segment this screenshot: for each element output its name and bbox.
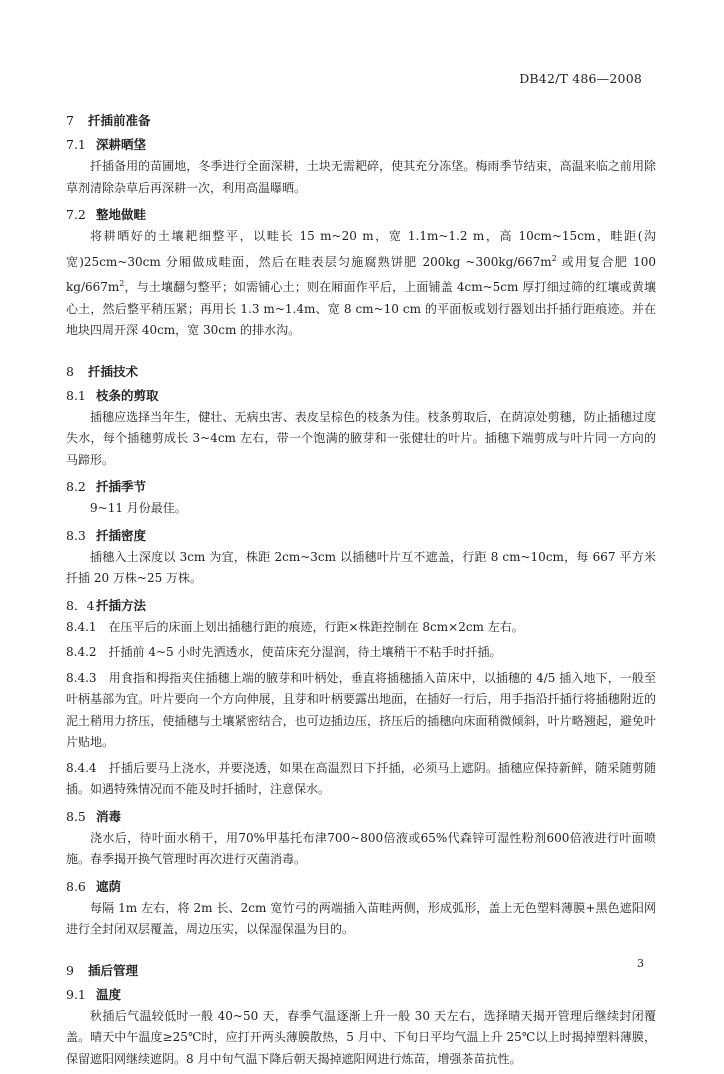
page-number: 3 <box>637 957 644 970</box>
section-number: 8 <box>66 363 74 379</box>
section-8-5-text: 浇水后，待叶面水稍干，用70%甲基托布津700~800倍液或65%代森锌可湿性粉剂600倍液进行叶面喷施。春季揭开换气管理时再次进行灭菌消毒。 <box>66 830 656 866</box>
subsection-number: 8.6 <box>66 878 86 894</box>
subsection-title: 枝条的剪取 <box>96 387 159 403</box>
subsection-number: 8.3 <box>66 527 86 543</box>
section-9-heading <box>66 961 656 979</box>
subsection-title: 扦插方法 <box>96 597 147 613</box>
standard-code-header: DB42/T 486—2008 <box>519 71 642 86</box>
subsection-title: 消毒 <box>96 808 122 824</box>
section-8-6-text: 每隔 1m 左右，将 2m 长、2cm 宽竹弓的两端插入苗畦两侧，形成弧形，盖上无色塑料薄膜+黑色遮阳网进行全封闭双层覆盖，周边压实，以保湿保温为目的。 <box>66 900 656 936</box>
item-8-4-1: 8.4.1 在压平后的床面上划出插穗行距的痕迹，行距×株距控制在 8cm×2cm 左右。 <box>66 619 524 634</box>
section-8-1-text: 插穗应选择当年生，健壮、无病虫害、表皮呈棕色的枝条为佳。枝条剪取后，在荫凉处剪穗，防止插穗过度失水，每个插穗剪成长 3~4cm 左右，带一个饱满的腋芽和一张健壮的叶片。插穗下端剪成与叶片同一方向的马蹄形。 <box>66 409 656 467</box>
superscript: 2 <box>551 253 557 263</box>
section-8-5-heading <box>66 807 656 825</box>
section-8-1-heading <box>66 386 656 404</box>
item-8-4-2: 8.4.2 扦插前 4~5 小时先洒透水，使苗床充分湿润，待土壤稍干不粘手时扦插。 <box>66 645 502 659</box>
subsection-number: 8.1 <box>66 387 86 403</box>
superscript: 2 <box>119 279 125 288</box>
document-body <box>66 101 656 1074</box>
text-part: 将耕晒好的土壤耙细整平，以畦长 15 m~20 m，宽 1.1m~1.2 m，高 10cm~15cm，畦距(沟宽)25cm~30cm 分厢做成畦面，然后在畦表层匀施腐熟饼肥 200kg ~300kg/667m <box>66 229 656 269</box>
text-part: ，与土壤翻匀整平；如需铺心土；则在厢面作平后，上面铺盖 4cm~5cm 厚打细过筛的红壤或黄壤心土，然后整平稍压紧；再用长 1.3 m~1.4m、宽 8 cm~10 cm 的平面板或划行器划出扦插行距痕迹。并在地块四周开深 40cm，宽 30cm 的排水沟。 <box>66 280 656 337</box>
subsection-number: 7.1 <box>66 137 86 152</box>
subsection-number: 9.1 <box>66 986 86 1002</box>
section-7-1-text: 扦插备用的苗圃地，冬季进行全面深耕，土块无需耙碎，使其充分冻垡。梅雨季节结束，高温来临之前用除草剂清除杂草后再深耕一次，利用高温曝晒。 <box>66 159 656 195</box>
subsection-title: 扦插密度 <box>96 527 147 543</box>
subsection-title: 遮荫 <box>96 878 122 894</box>
section-8-heading <box>66 362 656 380</box>
section-number: 7 <box>66 113 74 128</box>
subsection-number: 7.2 <box>66 207 86 222</box>
subsection-number: 8.2 <box>66 479 86 494</box>
section-7-2-heading <box>66 205 656 223</box>
section-8-4-heading <box>66 596 656 614</box>
subsection-title: 深耕晒垡 <box>96 137 147 152</box>
section-title: 插后管理 <box>88 962 139 978</box>
section-title: 扦插技术 <box>88 363 139 379</box>
subsection-title: 温度 <box>96 986 122 1002</box>
section-number: 9 <box>66 962 74 978</box>
item-8-4-3: 8.4.3 用食指和拇指夹住插穗上端的腋芽和叶柄处，垂直将插穗插入苗床中，以插穗的 4/5 插入地下，一般至叶柄基部为宜。叶片要向一个方向伸展，且芽和叶柄要露出地面，在插好一行后，用手指沿扦插行将插穗附近的泥土稍用力挤压，使插穗与土壤紧密结合，也可边插边压，挤压后的插穗向床面稍微倾斜，叶片略翘起，避免叶片贴地。 <box>66 670 656 749</box>
section-7-2-text <box>66 226 656 342</box>
section-title: 扦插前准备 <box>88 113 151 128</box>
subsection-number: 8．4 <box>66 597 95 613</box>
section-8-2-text: 9~11 月份最佳。 <box>90 501 187 515</box>
subsection-number: 8.5 <box>66 808 86 824</box>
section-8-3-text: 插穗入土深度以 3cm 为宜，株距 2cm~3cm 以插穗叶片互不遮盖，行距 8 cm~10cm，每 667 平方米扦插 20 万株~25 万株。 <box>66 549 656 585</box>
section-8-2-heading <box>66 477 656 495</box>
section-9-1-heading <box>66 985 656 1003</box>
section-8-3-heading <box>66 526 656 544</box>
item-8-4-4: 8.4.4 扦插后要马上浇水，并要浇透，如果在高温烈日下扦插，必须马上遮阴。插穗应保持新鲜，随采随剪随插。如遇特殊情况而不能及时扦插时，注意保水。 <box>66 760 656 796</box>
section-8-6-heading <box>66 877 656 895</box>
section-7-1-heading <box>66 135 656 153</box>
section-7-heading <box>66 111 656 129</box>
text-part: 或用复合肥 100 kg/667m <box>66 254 656 294</box>
subsection-title: 扦插季节 <box>96 479 147 494</box>
section-9-1-text: 秋插后气温较低时一般 40~50 天，春季气温逐渐上升一般 30 天左右，选择晴天揭开管理后继续封闭覆盖。晴天中午温度≥25℃时，应打开两头薄膜散热，5 月中、下旬日平均气温上升 25℃以上时揭掉塑料薄膜，保留遮阳网继续遮阴。8 月中旬气温下降后朝天揭掉遮阳网进行炼苗，增强茶苗抗性。 <box>66 1008 656 1066</box>
subsection-title: 整地做畦 <box>96 207 147 222</box>
